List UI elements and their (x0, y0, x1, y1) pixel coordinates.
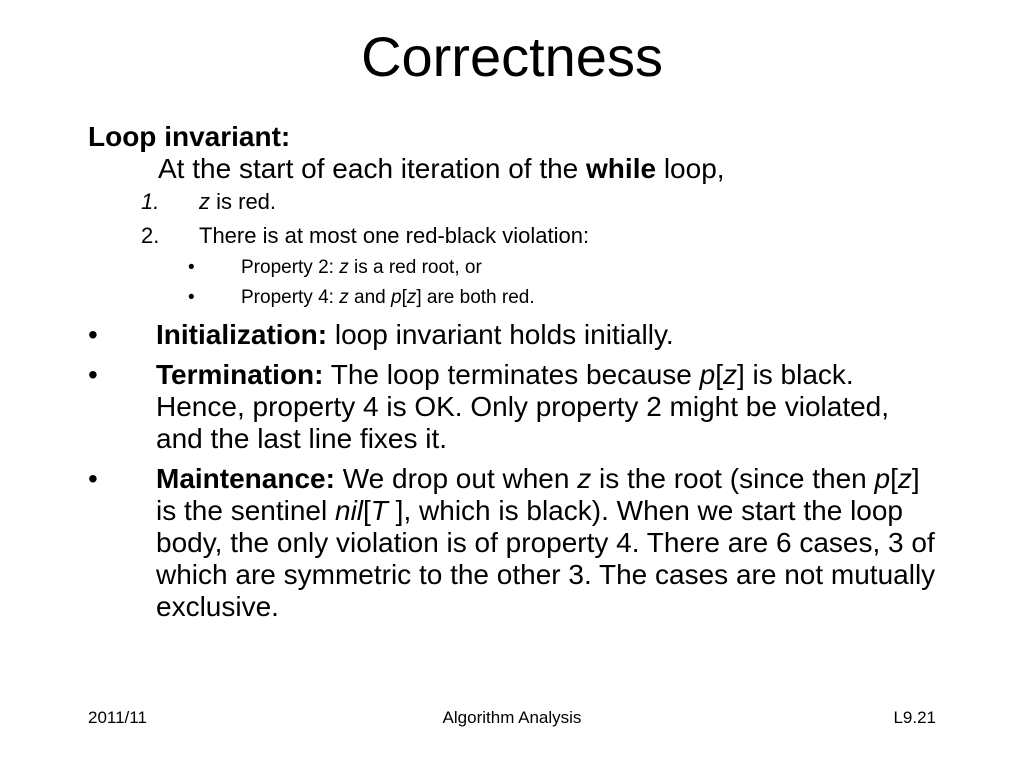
invariant-subitem-property-2 (88, 253, 938, 283)
while-keyword: while (586, 153, 657, 184)
bullet-marker: • (188, 287, 195, 308)
list-text: z is red. (199, 189, 277, 214)
invariant-item-1 (88, 185, 938, 219)
bullet-marker: • (88, 463, 98, 494)
bullet-initialization: • Initialization: loop invariant holds initially. (88, 319, 674, 350)
list-text: There is at most one red-black violation: (199, 223, 590, 248)
list-text: Property 2: z is a red root, or (241, 257, 482, 278)
initialization-label: Initialization: (156, 319, 328, 350)
invariant-item-2 (88, 219, 938, 253)
slide-title: Correctness (361, 25, 663, 88)
termination-label: Termination: (156, 359, 324, 390)
list-marker: 2. (141, 223, 160, 248)
list-marker: 1. (141, 189, 160, 214)
loop-invariant-intro: At the start of each iteration of the while loop, (158, 153, 725, 184)
bullet-marker: • (88, 359, 98, 390)
bullet-marker: • (88, 319, 98, 350)
footer-course: Algorithm Analysis (442, 708, 582, 727)
slide-content (88, 121, 938, 623)
bullet-maintenance: • Maintenance: We drop out when z is the root (since then p[z] is the sentinel nil[T ], which is black). When we start the loop body, the only violation is of property 4. There are 6 cases, 3 of which are symmetric to the other 3. The cases are not mutually exclusive. (88, 463, 936, 622)
footer-date: 2011/11 (88, 708, 147, 727)
footer-page-number: L9.21 (893, 708, 936, 727)
maintenance-label: Maintenance: (156, 463, 335, 494)
bullet-termination: • Termination: The loop terminates because p[z] is black. Hence, property 4 is OK. Only property 2 might be violated, and the last line fixes it. (88, 359, 890, 454)
invariant-subitem-property-4 (88, 283, 938, 313)
bullet-marker: • (188, 257, 195, 278)
list-text: Property 4: z and p[z] are both red. (241, 287, 535, 308)
loop-invariant-label: Loop invariant: (88, 121, 291, 152)
